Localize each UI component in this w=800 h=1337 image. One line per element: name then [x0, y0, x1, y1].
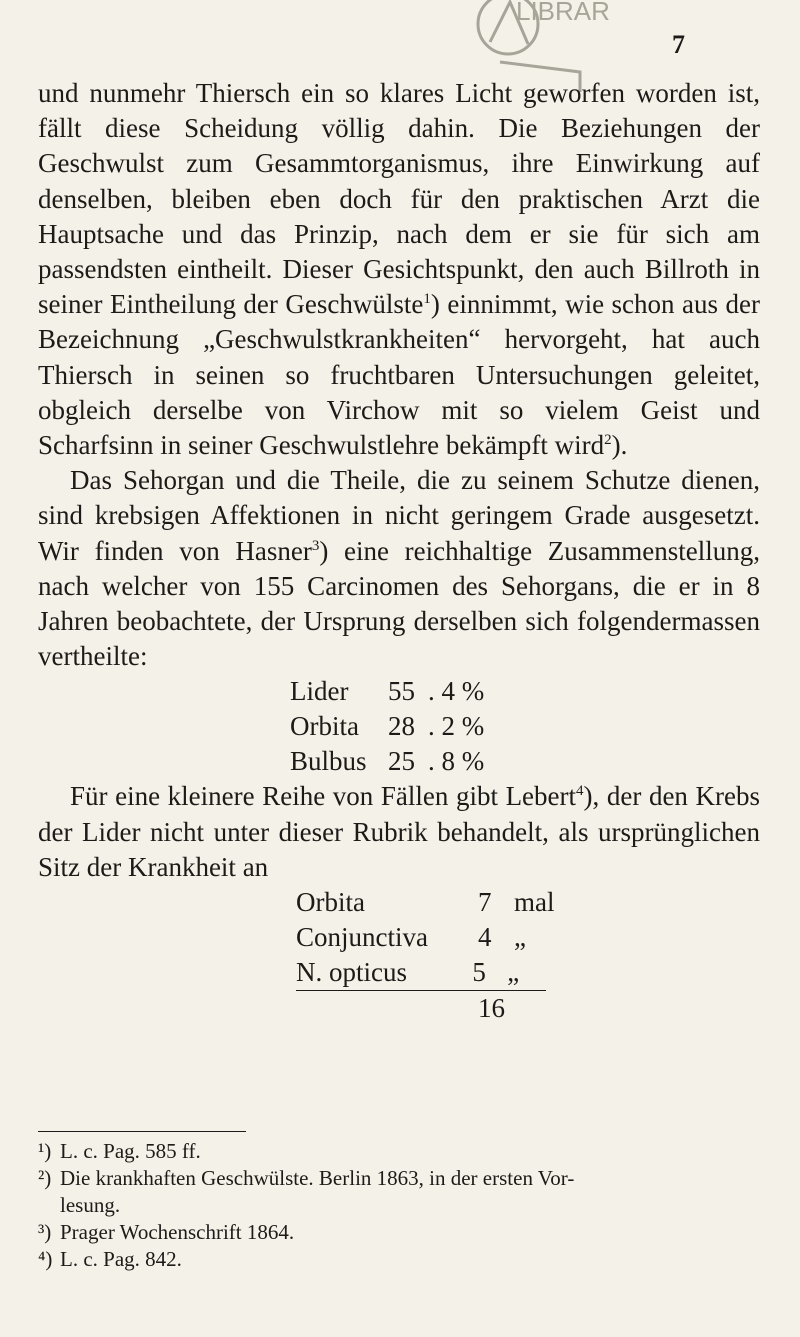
table-row: Lider 55 . 4 % [290, 676, 485, 707]
footnote-ref-3: 3 [311, 537, 320, 554]
footnote-2: ²) Die krankhaften Geschwülste. Berlin 1863, in der ersten Vor- [38, 1166, 575, 1190]
table-row: Orbita 7 mal [296, 887, 555, 918]
footnote-3: ³) Prager Wochenschrift 1864. [38, 1220, 295, 1244]
lebert-table [296, 885, 760, 1026]
paragraph-2: Das Sehorgan und die Theile, die zu seinem Schutze dienen, sind krebsigen Affektionen in nicht geringem Grade ausgesetzt. Wir finden von Hasner$^3$) eine reichhaltige Zusammenstellung, nach welcher von 155 Carcinomen des Sehorgans, die er in 8 Jahren beobachtete, der Ursprung derselben sich folgendermassen vertheilte: [38, 465, 761, 672]
footnotes [38, 1138, 778, 1273]
table-row: Conjunctiva 4 „ [296, 922, 526, 953]
footnote-2-continuation: lesung. [60, 1193, 121, 1217]
table-total: 16 [478, 993, 505, 1024]
footnote-4: ⁴) L. c. Pag. 842. [38, 1247, 182, 1271]
table-row: N. opticus 5 „ [296, 955, 546, 991]
paragraph-1: und nunmehr Thiersch ein so klares Licht geworfen worden ist, fällt diese Scheidung völlig dahin. Die Beziehungen der Geschwulst zum Gesammtorganismus, ihre Einwirkung auf denselben, bleiben eben doch für den praktischen Arzt die Hauptsache und das Prinzip, nach dem er sie für sich am passendsten eintheilt. Dieser Gesichtspunkt, den auch Billroth in seiner Eintheilung der Geschwülste$^1$) einnimmt, wie schon aus der Bezeichnung „Geschwulstkrankheiten“ hervorgeht, hat auch Thiersch in seinen so fruchtbaren Untersuchungen geleitet, obgleich derselbe von Virchow mit so vielem Geist und Scharfsinn in seiner Geschwulstlehre bekämpft wird$^2$). [38, 78, 760, 461]
page-number: 7 [672, 30, 685, 59]
footnote-ref-2: 2 [604, 432, 612, 449]
footnote-1: ¹) L. c. Pag. 585 ff. [38, 1139, 201, 1163]
footnote-divider [38, 1131, 246, 1132]
table-row: Orbita 28 . 2 % [290, 711, 485, 742]
footnote-ref-1: 1 [423, 291, 431, 308]
main-text [38, 76, 760, 1026]
paragraph-3: Für eine kleinere Reihe von Fällen gibt Lebert$^4$), der den Krebs der Lider nicht unter dieser Rubrik behandelt, als ursprünglichen Sitz der Krankheit an [38, 781, 761, 882]
table-row: Bulbus 25 . 8 % [290, 746, 485, 777]
footnote-ref-4: 4 [576, 783, 584, 800]
hasner-table [290, 674, 760, 779]
svg-text:LIBRAR: LIBRAR [516, 0, 610, 26]
